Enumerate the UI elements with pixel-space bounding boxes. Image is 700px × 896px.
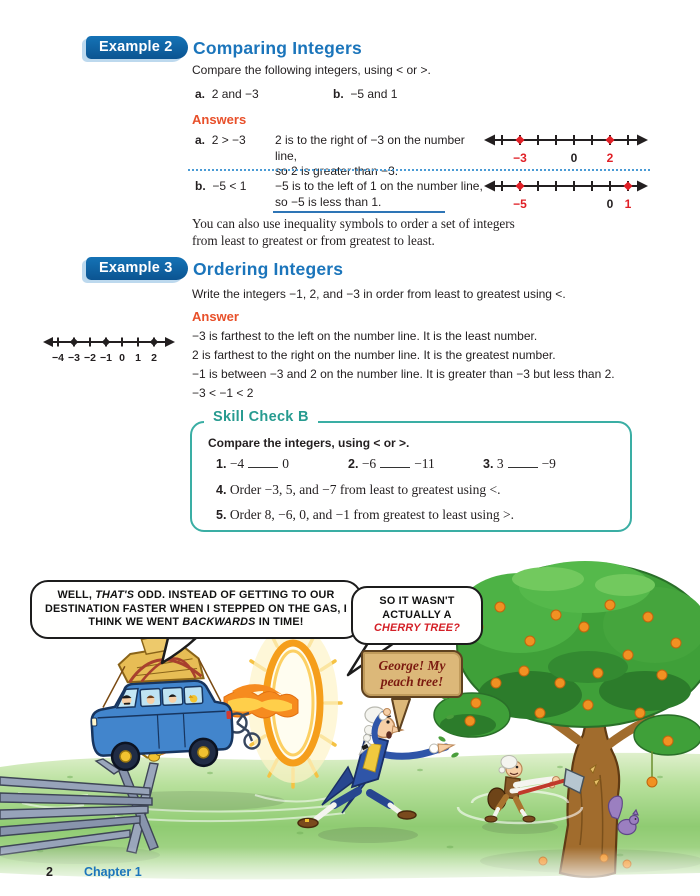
- svg-text:−3: −3: [68, 352, 80, 364]
- svg-text:−1: −1: [100, 352, 112, 364]
- skill-item-5: 5. Order 8, −6, 0, and −1 from greatest to least using >.: [216, 507, 514, 522]
- number-line-example-3: [42, 331, 176, 371]
- skill-item-2: 2. −6 −11: [348, 456, 435, 471]
- svg-text:1: 1: [135, 352, 141, 364]
- example-2-closing: You can also use inequality symbols to order a set of integers from least to greatest or from greatest to least.: [192, 216, 515, 248]
- example-3-badge: Example 3: [86, 257, 188, 280]
- svg-text:−2: −2: [84, 352, 96, 364]
- row-divider: [188, 169, 650, 171]
- speech-bubble-cherry-tree: SO IT WASN'T ACTUALLY A CHERRY TREE?: [351, 586, 483, 645]
- answer-blank: [508, 456, 538, 468]
- answer-heading: Answer: [192, 309, 239, 324]
- skill-check-instruction: Compare the integers, using < or >.: [208, 436, 410, 450]
- taillight: [226, 711, 231, 719]
- page-number: 2: [46, 865, 53, 879]
- point-neg5: [515, 181, 524, 190]
- svg-text:0: 0: [119, 352, 125, 364]
- point-2: [605, 135, 614, 144]
- point-1: [623, 181, 632, 190]
- skill-item-1: 1. −4 0: [216, 456, 289, 471]
- number-line-answer-a: [482, 128, 650, 170]
- answer-blank: [248, 456, 278, 468]
- example-3-answer-lines: −3 is farthest to the left on the number line. It is the least number. 2 is farthest to the right on the number line. It is the greatest number. −1 is between −3 and 2 on the number line. It is greater than −3 but less than 2. −3 < −1 < 2: [192, 329, 615, 400]
- nl-b-label-left: −5: [513, 197, 527, 211]
- point-neg3: [515, 135, 524, 144]
- example-2-badge: Example 2: [86, 36, 188, 59]
- answer-a-statement: a. 2 > −3: [195, 133, 246, 147]
- nl-a-label-left: −3: [513, 151, 527, 165]
- nl-a-label-right: 2: [606, 151, 614, 165]
- headlight: [92, 718, 97, 726]
- speech-bubble-car: WELL, THAT'S ODD. INSTEAD OF GETTING TO OUR DESTINATION FASTER WHEN I STEPPED ON THE GAS, I THINK WE WENT BACKWARDS IN TIME!: [30, 580, 362, 639]
- answer-b-statement: b. −5 < 1: [195, 179, 247, 193]
- point-neg1: [102, 338, 110, 346]
- nl-b-label-right: 1: [624, 197, 632, 211]
- answer-blank: [380, 456, 410, 468]
- example-2-part-b: b. −5 and 1: [333, 87, 398, 101]
- hanging-peach: [647, 777, 657, 787]
- answer-b-explanation: −5 is to the left of 1 on the number line, so −5 is less than 1.: [275, 179, 483, 209]
- point-2: [150, 338, 158, 346]
- number-line-answer-b: [482, 174, 650, 216]
- nl-b-label-mid: 0: [606, 197, 614, 211]
- example-2-intro: Compare the following integers, using < or >.: [192, 63, 431, 77]
- skill-item-4: 4. Order −3, 5, and −7 from least to greatest using <.: [216, 482, 501, 497]
- example-3-intro: Write the integers −1, 2, and −3 in order from least to greatest using <.: [192, 287, 566, 301]
- example-2-part-a: a. 2 and −3: [195, 87, 259, 101]
- example-end-rule: [273, 211, 445, 213]
- chapter-label: Chapter 1: [84, 865, 142, 879]
- skill-item-3: 3. 3 −9: [483, 456, 556, 471]
- parchment-sign: George! My peach tree!: [361, 650, 463, 698]
- example-3-title: Ordering Integers: [193, 259, 344, 279]
- answer-a-explanation: 2 is to the right of −3 on the number line, so 2 is greater than −3.: [275, 133, 465, 178]
- answers-heading: Answers: [192, 112, 247, 127]
- point-neg3: [70, 338, 78, 346]
- family-car: [87, 631, 234, 772]
- nl-a-label-mid: 0: [570, 151, 578, 165]
- skill-check-title: Skill Check B: [204, 409, 318, 425]
- example-2-title: Comparing Integers: [193, 38, 362, 58]
- svg-text:−4: −4: [52, 352, 64, 364]
- svg-text:2: 2: [151, 352, 157, 364]
